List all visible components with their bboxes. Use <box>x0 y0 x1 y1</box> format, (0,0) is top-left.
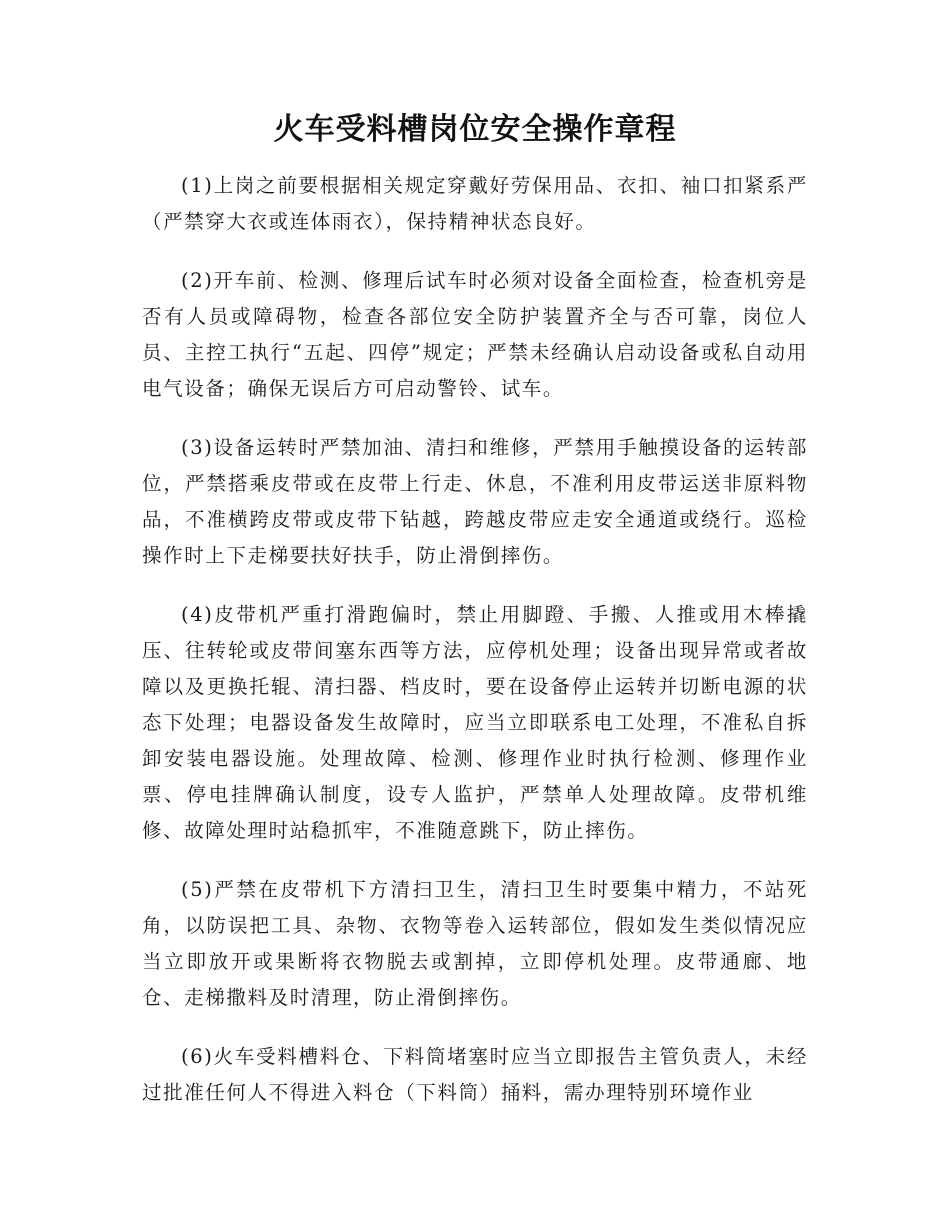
document-title: 火车受料槽岗位安全操作章程 <box>273 112 677 147</box>
paragraph-3: (3)设备运转时严禁加油、清扫和维修，严禁用手触摸设备的运转部位，严禁搭乘皮带或在皮带上行走、休息，不准利用皮带运送非原料物品，不准横跨皮带或皮带下钻越，跨越皮带应走安全通道或绕行。巡检操作时上下走梯要扶好扶手，防止滑倒摔伤。 <box>142 436 808 567</box>
paragraph-2: (2)开车前、检测、修理后试车时必须对设备全面检查，检查机旁是否有人员或障碍物，检查各部位安全防护装置齐全与否可靠，岗位人员、主控工执行“五起、四停”规定；严禁未经确认启动设备或私自动用电气设备；确保无误后方可启动警铃、试车。 <box>142 269 808 400</box>
paragraph-1: (1)上岗之前要根据相关规定穿戴好劳保用品、衣扣、袖口扣紧系严（严禁穿大衣或连体雨衣），保持精神状态良好。 <box>142 174 808 233</box>
paragraph-5: (5)严禁在皮带机下方清扫卫生，清扫卫生时要集中精力，不站死角，以防误把工具、杂物、衣物等卷入运转部位，假如发生类似情况应当立即放开或果断将衣物脱去或割掉，立即停机处理。皮带通廊、地仓、走梯撒料及时清理，防止滑倒摔伤。 <box>142 878 808 1009</box>
paragraph-6: (6)火车受料槽料仓、下料筒堵塞时应当立即报告主管负责人，未经过批准任何人不得进入料仓（下料筒）捅料，需办理特别环境作业 <box>142 1045 808 1104</box>
document-body <box>142 168 808 1134</box>
paragraph-4: (4)皮带机严重打滑跑偏时，禁止用脚蹬、手搬、人推或用木棒撬压、往转轮或皮带间塞东西等方法，应停机处理；设备出现异常或者故障以及更换托辊、清扫器、档皮时，要在设备停止运转并切断电源的状态下处理；电器设备发生故障时，应当立即联系电工处理，不准私自拆卸安装电器设施。处理故障、检测、修理作业时执行检测、修理作业票、停电挂牌确认制度，设专人监护，严禁单人处理故障。皮带机维修、故障处理时站稳抓牢，不准随意跳下，防止摔伤。 <box>142 603 808 842</box>
